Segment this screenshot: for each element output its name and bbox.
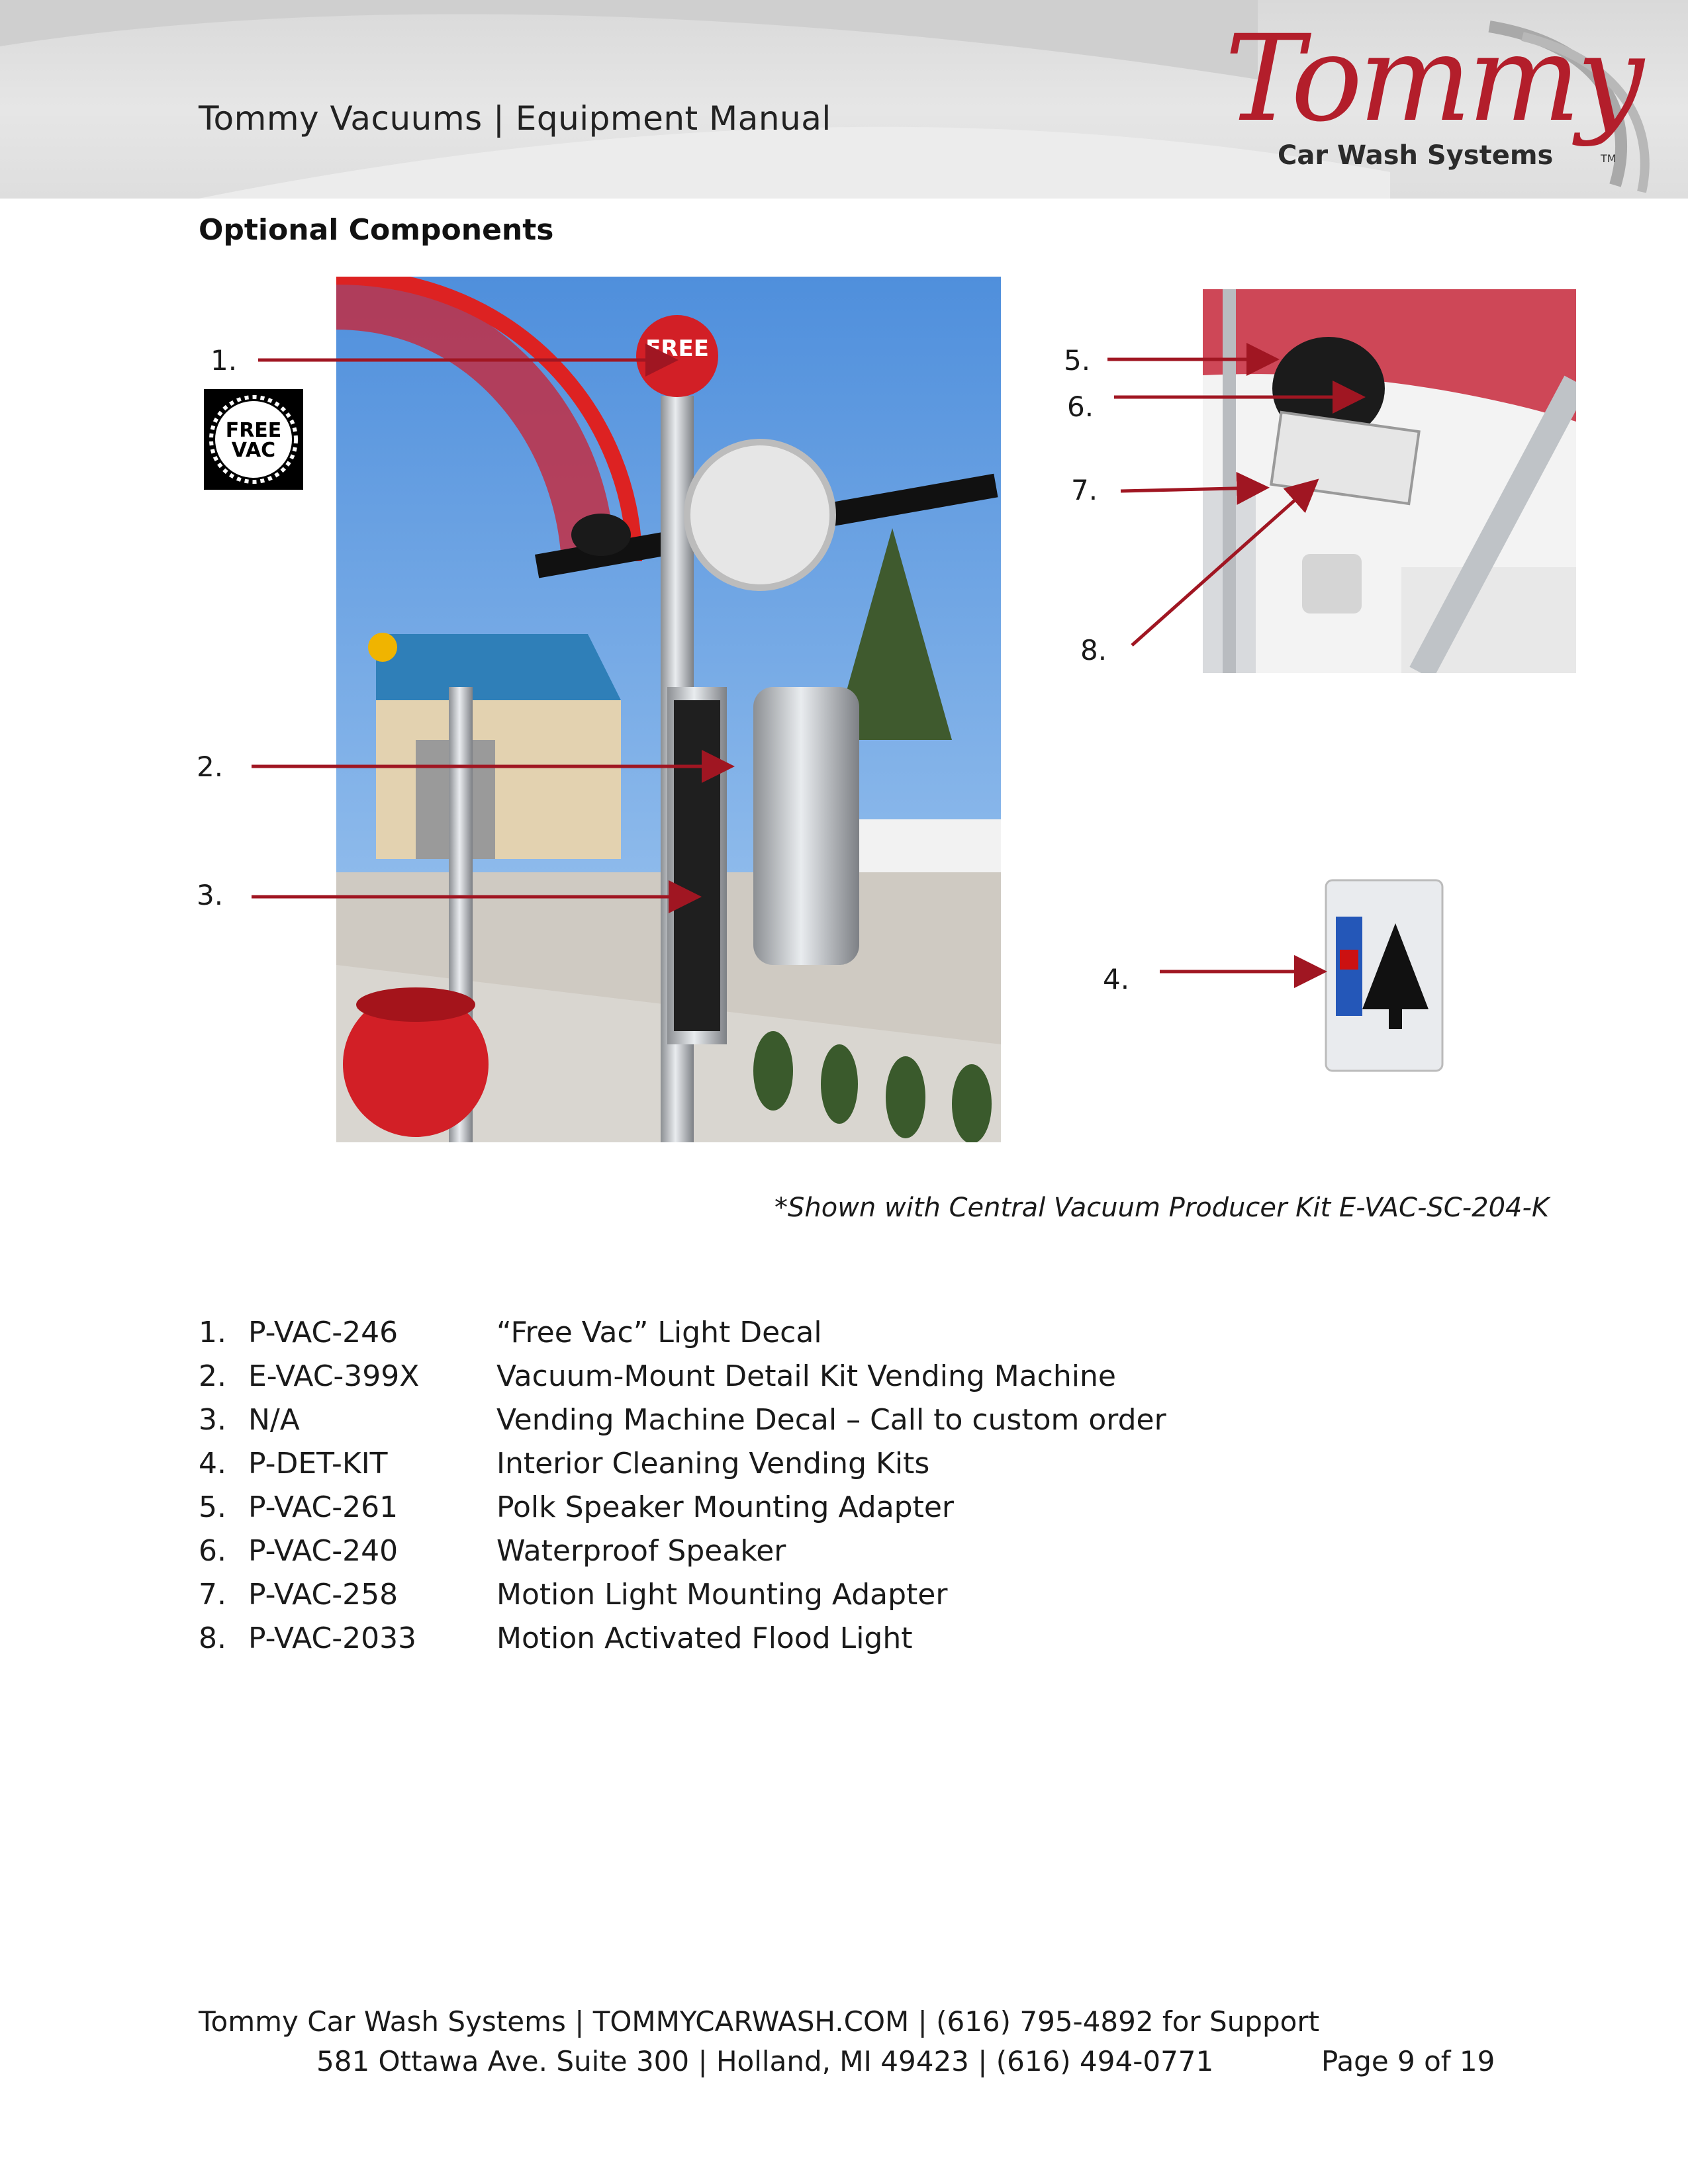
- part-row: [199, 1621, 1456, 1665]
- part-description: Vending Machine Decal – Call to custom order: [496, 1403, 1166, 1437]
- part-description: Waterproof Speaker: [496, 1534, 786, 1568]
- vacuum-station-photo: [336, 277, 1001, 1142]
- part-description: Motion Light Mounting Adapter: [496, 1578, 948, 1612]
- part-row: [199, 1359, 1456, 1403]
- part-row: [199, 1534, 1456, 1578]
- part-code: N/A: [248, 1403, 300, 1437]
- part-description: “Free Vac” Light Decal: [496, 1316, 822, 1349]
- part-number: 7.: [199, 1578, 226, 1612]
- part-description: Vacuum-Mount Detail Kit Vending Machine: [496, 1359, 1116, 1393]
- part-row: [199, 1447, 1456, 1490]
- callout-2: 2.: [197, 751, 224, 783]
- decal-text-line2: VAC: [231, 439, 276, 462]
- callout-3: 3.: [197, 879, 224, 911]
- callout-5: 5.: [1064, 344, 1091, 377]
- interior-kit-photo: [1323, 877, 1446, 1074]
- callout-4: 4.: [1103, 963, 1130, 995]
- logo-wordmark: Tommy: [1225, 10, 1640, 148]
- part-description: Interior Cleaning Vending Kits: [496, 1447, 930, 1480]
- part-code: P-VAC-240: [248, 1534, 399, 1568]
- speaker-light-closeup-photo: [1203, 289, 1576, 673]
- part-number: 4.: [199, 1447, 226, 1480]
- part-code: P-VAC-2033: [248, 1621, 417, 1655]
- logo-tagline: Car Wash Systems: [1278, 140, 1554, 171]
- part-number: 3.: [199, 1403, 226, 1437]
- callout-8: 8.: [1080, 634, 1107, 666]
- decal-text-line1: FREE: [225, 419, 282, 442]
- callout-1: 1.: [211, 344, 238, 377]
- svg-text:FREE: FREE: [645, 336, 709, 362]
- part-code: P-DET-KIT: [248, 1447, 388, 1480]
- part-number: 1.: [199, 1316, 226, 1349]
- footer-contact-line: Tommy Car Wash Systems | TOMMYCARWASH.COM | (616) 795-4892 for Support: [199, 2005, 1320, 2038]
- section-heading: Optional Components: [199, 213, 554, 247]
- parts-list: [199, 1316, 1456, 1665]
- part-code: P-VAC-258: [248, 1578, 399, 1612]
- logo-trademark: TM: [1601, 152, 1617, 165]
- part-code: P-VAC-261: [248, 1490, 399, 1524]
- part-row: [199, 1578, 1456, 1621]
- part-number: 5.: [199, 1490, 226, 1524]
- callout-6: 6.: [1067, 390, 1094, 423]
- free-vac-decal-image: [204, 389, 303, 490]
- part-code: P-VAC-246: [248, 1316, 399, 1349]
- footer-address-line: 581 Ottawa Ave. Suite 300 | Holland, MI 49423 | (616) 494-0771: [316, 2045, 1214, 2077]
- tommy-logo: [1218, 10, 1642, 185]
- part-number: 2.: [199, 1359, 226, 1393]
- part-row: [199, 1490, 1456, 1534]
- part-number: 6.: [199, 1534, 226, 1568]
- part-code: E-VAC-399X: [248, 1359, 420, 1393]
- part-description: Polk Speaker Mounting Adapter: [496, 1490, 955, 1524]
- photo-caption: *Shown with Central Vacuum Producer Kit E-VAC-SC-204-K: [774, 1193, 1550, 1223]
- part-row: [199, 1403, 1456, 1447]
- part-description: Motion Activated Flood Light: [496, 1621, 913, 1655]
- header-title: Tommy Vacuums | Equipment Manual: [199, 99, 831, 138]
- part-row: [199, 1316, 1456, 1359]
- header-band: [0, 0, 1688, 199]
- callout-7: 7.: [1071, 474, 1098, 506]
- page-number: Page 9 of 19: [1321, 2045, 1495, 2077]
- part-number: 8.: [199, 1621, 226, 1655]
